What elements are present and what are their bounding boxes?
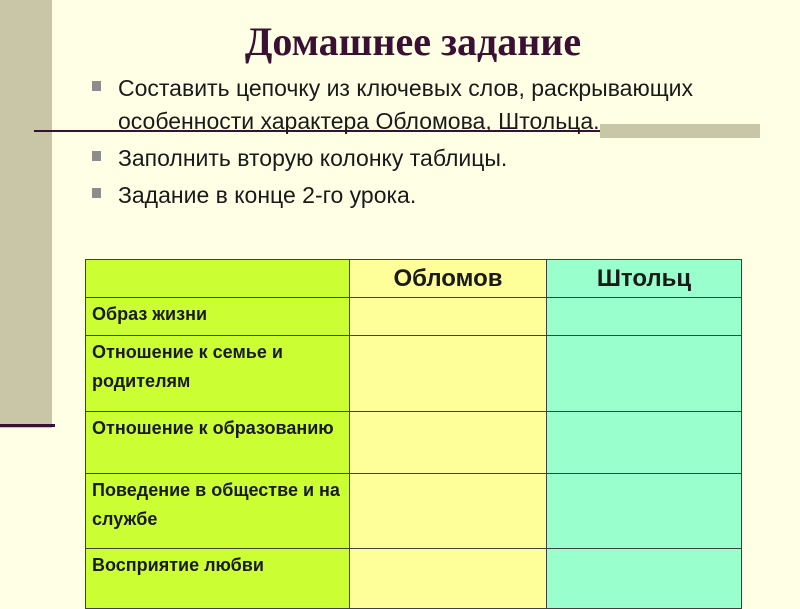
row-label: Отношение к образованию [86, 412, 350, 474]
table-header-row [86, 260, 742, 298]
oblomov-cell [350, 298, 547, 336]
slide-title: Домашнее задание [244, 19, 582, 64]
oblomov-cell [350, 474, 547, 549]
bullet-square-icon [92, 81, 101, 91]
row-label: Образ жизни [86, 298, 350, 336]
table-row [86, 474, 742, 549]
left-decorative-line [0, 424, 55, 427]
bullet-text: Задание в конце 2-го урока. [118, 182, 417, 208]
row-label: Поведение в обществе и на службе [86, 474, 350, 549]
bullet-list [92, 72, 782, 216]
oblomov-cell [350, 412, 547, 474]
comparison-table [85, 259, 742, 609]
bullet-item [92, 179, 782, 212]
bullet-square-icon [92, 151, 101, 161]
bullet-text: Составить цепочку из ключевых слов, раскрывающих особенности характера Обломова, Штольца. [118, 75, 693, 134]
table-row [86, 412, 742, 474]
stolz-cell [547, 336, 742, 412]
stolz-cell [547, 412, 742, 474]
oblomov-cell [350, 336, 547, 412]
bullet-square-icon [92, 188, 101, 198]
row-label: Отношение к семье и родителям [86, 336, 350, 412]
table-row [86, 298, 742, 336]
table-row [86, 336, 742, 412]
bullet-item [92, 142, 782, 175]
header-oblomov: Обломов [350, 260, 547, 298]
row-label: Восприятие любви [86, 549, 350, 609]
stolz-cell [547, 298, 742, 336]
header-empty-cell [86, 260, 350, 298]
bullet-text: Заполнить вторую колонку таблицы. [118, 145, 508, 171]
stolz-cell [547, 474, 742, 549]
header-stolz: Штольц [547, 260, 742, 298]
bullet-item [92, 72, 782, 138]
